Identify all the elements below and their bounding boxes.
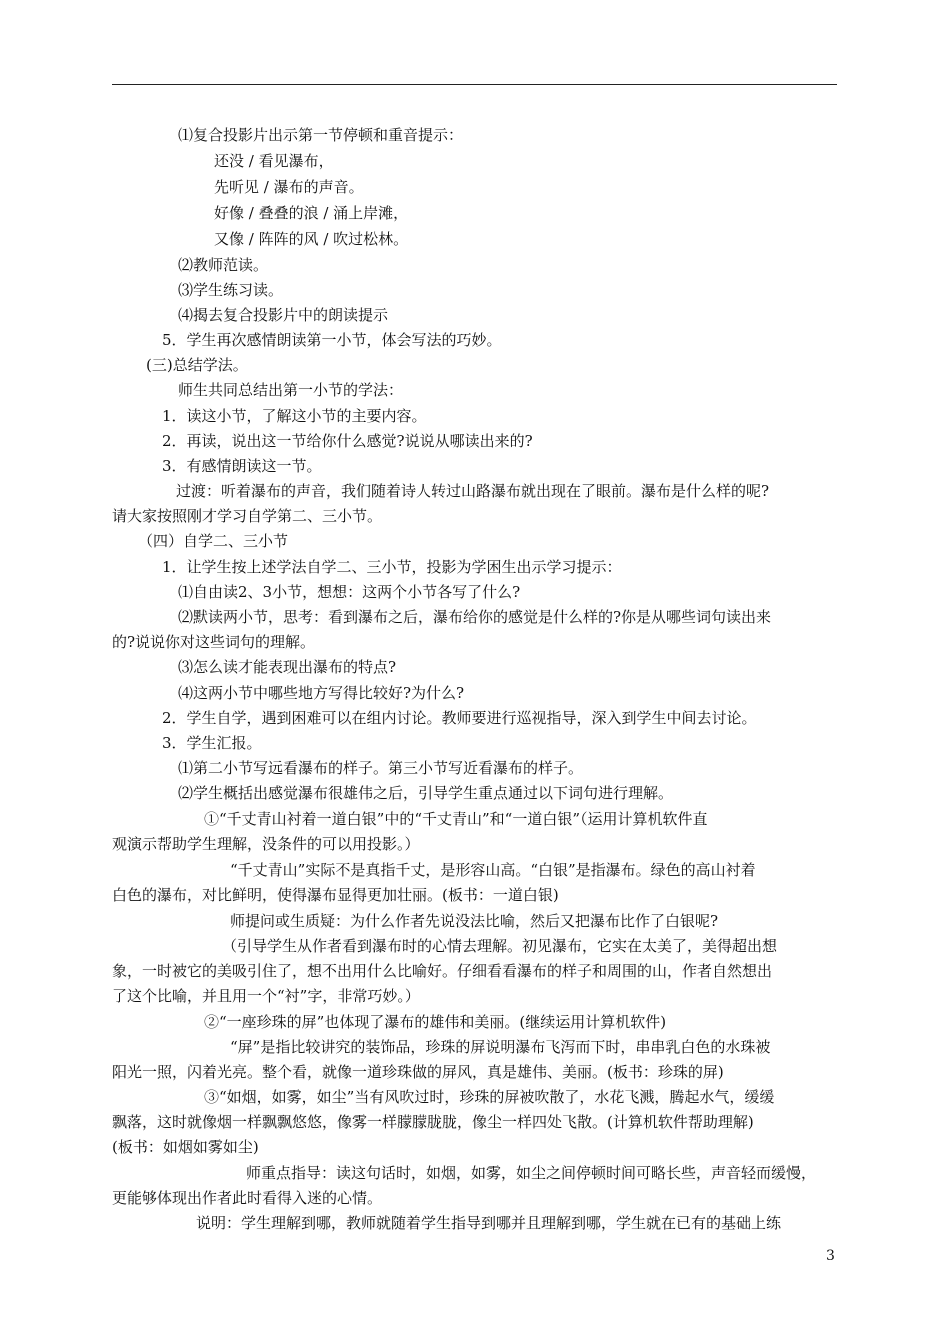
text-line: ⑵默读两小节，思考：看到瀑布之后，瀑布给你的感觉是什么样的?你是从哪些词句读出来 <box>178 608 772 626</box>
text-line: 5．学生再次感情朗读第一小节，体会写法的巧妙。 <box>162 331 502 349</box>
text-line: ⑶怎么读才能表现出瀑布的特点? <box>178 658 397 676</box>
text-line: 的?说说你对这些词句的理解。 <box>112 633 316 651</box>
section-heading: （四）自学二、三小节 <box>138 532 289 550</box>
text-line: 师重点指导：读这句话时，如烟，如雾，如尘之间停顿时间可略长些，声音轻而缓慢， <box>246 1164 817 1182</box>
text-line: 请大家按照刚才学习自学第二、三小节。 <box>112 507 383 525</box>
text-line: ⑴复合投影片出示第一节停顿和重音提示： <box>178 126 464 144</box>
text-line: 还没 / 看见瀑布， <box>214 152 334 170</box>
text-line: ⑵学生概括出感觉瀑布很雄伟之后，引导学生重点通过以下词句进行理解。 <box>178 784 674 802</box>
text-line: 飘落，这时就像烟一样飘飘悠悠，像雾一样朦朦胧胧，像尘一样四处飞散。(计算机软件帮助理解) <box>112 1113 754 1131</box>
text-line: 阳光一照，闪着光亮。整个看，就像一道珍珠做的屏风，真是雄伟、美丽。(板书：珍珠的屏) <box>112 1063 724 1081</box>
text-line: 2．学生自学，遇到困难可以在组内讨论。教师要进行巡视指导，深入到学生中间去讨论。 <box>162 709 757 727</box>
text-line: ⑴第二小节写远看瀑布的样子。第三小节写近看瀑布的样子。 <box>178 759 584 777</box>
text-line: “屏”是指比较讲究的装饰品，珍珠的屏说明瀑布飞泻而下时，串串乳白色的水珠被 <box>230 1038 771 1056</box>
text-line: 观演示帮助学生理解，没条件的可以用投影。） <box>112 835 420 853</box>
text-line: “千丈青山”实际不是真指千丈，是形容山高。“白银”是指瀑布。绿色的高山衬着 <box>230 861 756 879</box>
text-line: ③“如烟，如雾，如尘”当有风吹过时，珍珠的屏被吹散了，水花飞溅，腾起水气，缓缓 <box>204 1088 775 1106</box>
text-line: ②“一座珍珠的屏”也体现了瀑布的雄伟和美丽。(继续运用计算机软件) <box>204 1013 667 1031</box>
text-line: 师生共同总结出第一小节的学法： <box>178 381 404 399</box>
text-line: 白色的瀑布，对比鲜明，使得瀑布显得更加壮丽。(板书：一道白银) <box>112 886 559 904</box>
text-line: ①“千丈青山衬着一道白银”中的“千丈青山”和“一道白银”（运用计算机软件直 <box>204 810 708 828</box>
text-line: 3．学生汇报。 <box>162 734 262 752</box>
text-line: 1．读这小节，了解这小节的主要内容。 <box>162 407 427 425</box>
text-line: ⑴自由读2、3小节，想想：这两个小节各写了什么? <box>178 583 521 601</box>
text-line: 先听见 / 瀑布的声音。 <box>214 178 364 196</box>
text-line: ⑵教师范读。 <box>178 256 269 274</box>
text-line: ⑷揭去复合投影片中的朗读提示 <box>178 306 389 324</box>
text-line: （引导学生从作者看到瀑布时的心情去理解。初见瀑布，它实在太美了，美得超出想 <box>222 937 778 955</box>
text-line: 1．让学生按上述学法自学二、三小节，投影为学困生出示学习提示： <box>162 558 622 576</box>
text-line: 师提问或生质疑：为什么作者先说没法比喻，然后又把瀑布比作了白银呢? <box>230 912 719 930</box>
text-line: 好像 / 叠叠的浪 / 涌上岸滩， <box>214 204 409 222</box>
text-line: 更能够体现出作者此时看得入迷的心情。 <box>112 1189 383 1207</box>
text-line: 又像 / 阵阵的风 / 吹过松林。 <box>214 230 409 248</box>
text-line: 了这个比喻，并且用一个“衬”字，非常巧妙。） <box>112 987 420 1005</box>
section-heading: (三)总结学法。 <box>146 356 248 374</box>
text-line: 3．有感情朗读这一节。 <box>162 457 322 475</box>
page-number: 3 <box>826 1248 835 1264</box>
text-line: ⑷这两小节中哪些地方写得比较好?为什么? <box>178 684 465 702</box>
text-line: 象，一时被它的美吸引住了，想不出用什么比喻好。仔细看看瀑布的样子和周围的山，作者自然想出 <box>112 962 773 980</box>
text-line: ⑶学生练习读。 <box>178 281 284 299</box>
header-rule <box>112 84 837 85</box>
text-line: 过渡：听着瀑布的声音，我们随着诗人转过山路瀑布就出现在了眼前。瀑布是什么样的呢? <box>176 482 770 500</box>
text-line: 2．再读，说出这一节给你什么感觉?说说从哪读出来的? <box>162 432 533 450</box>
text-line: (板书：如烟如雾如尘) <box>112 1138 259 1156</box>
text-line: 说明：学生理解到哪，教师就随着学生指导到哪并且理解到哪，学生就在已有的基础上练 <box>196 1214 782 1232</box>
